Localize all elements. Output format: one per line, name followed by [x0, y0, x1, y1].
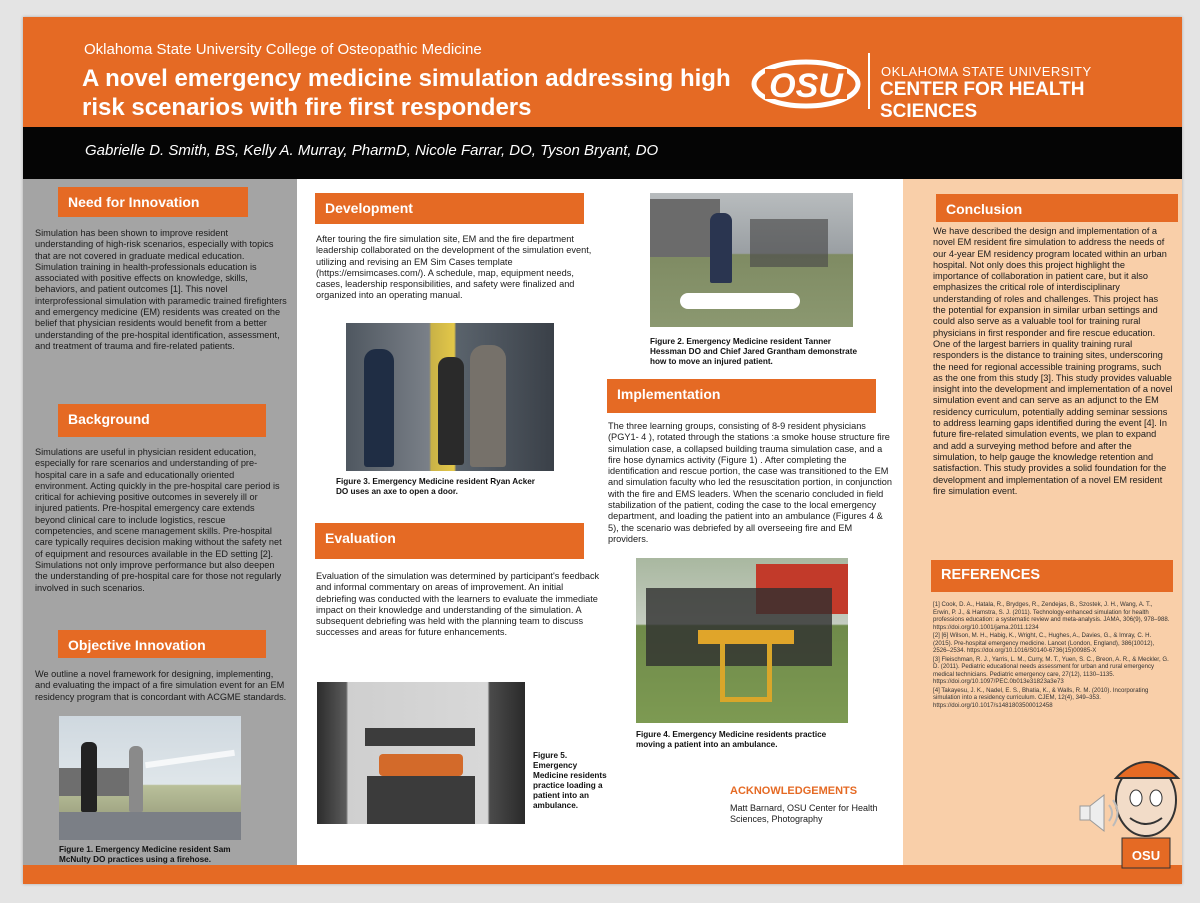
- heading-development: Development: [315, 193, 584, 224]
- text-background: Simulations are useful in physician resident education, especially for rare scenarios and understanding of pre-hospital care in a safe and educationally oriented environment. Acting quickly in the pre-hospital care period is critical for achieving positive outcomes in severely ill or injured patients. Pre-hospital emergency care extends beyond clinical care to include logistics, rescue competencies, and scene management skills. Pre-hospital care typically requires decision making without the safety net of equipment and resources available in the ED setting [2]. Simulations not only improve performance but also deepen the understanding of pre-hospital care for those not regularly involved in such scenarios.: [35, 447, 282, 593]
- svg-text:OSU: OSU: [769, 67, 843, 105]
- heading-need-for-innovation: Need for Innovation: [58, 187, 248, 217]
- resident-figure-left: [364, 349, 394, 467]
- text-need-for-innovation: Simulation has been shown to improve resident understanding of high-risk scenarios, especially with topics that are not covered in graduate medical education. Simulation training in health-professionals education is associated with positive effects on knowledge, skills, behaviors, and patient outcomes [1]. This novel interprofessional simulation with paramedic trained firefighters and emergency medicine (EM) residents was created on the belief that physician residents would benefit from a better understanding of the pre-hospital identification, assessment, and treatment of trauma and fire-related patients.: [35, 228, 287, 351]
- caption-figure-1: Figure 1. Emergency Medicine resident Sam McNulty DO practices using a firehose.: [59, 845, 231, 864]
- heading-conclusion: Conclusion: [936, 194, 1178, 222]
- caption-figure-3: Figure 3. Emergency Medicine resident Ryan Acker DO uses an axe to open a door.: [336, 477, 535, 496]
- heading-acknowledgements: ACKNOWLEDGEMENTS: [730, 785, 858, 797]
- stretcher: [698, 630, 794, 644]
- title-line-1: A novel emergency medicine simulation addressing high: [82, 65, 731, 92]
- header-divider: [868, 53, 870, 109]
- text-implementation: The three learning groups, consisting of 8-9 resident physicians (PGY1- 4 ), rotated through the stations :a smoke house structure fire simulation case, a collapsed building trauma simulation case, and a fire hose dynamics activity (Figure 1) . After completing the identification and rescue portion, the case was transitioned to the EM and simulation faculty who led the resuscitation portion, in conjunction with the fire and EMS leaders. When the scenario concluded in field stabilization of the patient, coding the case to the local emergency department, and loading the patient into an ambulance (Figures 4 & 5), the scenario was debriefed by all overseeing fire and EM providers.: [608, 421, 892, 544]
- heading-objective-innovation: Objective Innovation: [58, 630, 266, 658]
- text-conclusion: We have described the design and implementation of a novel EM resident fire simulation to address the needs of our 4-year EM residency program located within an urban hospital. Not only does this project highlight the importance of collaboration in patient care, but it also emphasizes the critical role of interdisciplinary understanding of roles and challenges. This project has the potential for expansion in similar urban settings and could also serve as a valuable tool for training rural physicians in first responder and fire rescue education. One of the largest barriers in quality training rural responders is the distance to training sites, underscoring the need for regional accessible training programs, such as the one from this study [3]. This study provides valuable insight into the development and implementation of a novel simulation event and can serve as an adjunct to the EM residency curriculum, potentially adding seminar sessions to address learning gaps identified during the event [4]. In future fire-related simulation events, we plan to expand and add a surveying method before and after the simulation, to help gauge the knowledge retention and satisfaction. This study provides a solid foundation for the development and implementation of a novel EM resident fire simulation event.: [933, 226, 1173, 496]
- text-acknowledgements: Matt Barnard, OSU Center for Health Sciences, Photography: [730, 803, 878, 825]
- stretcher: [379, 754, 463, 776]
- authors: Gabrielle D. Smith, BS, Kelly A. Murray, PharmD, Nicole Farrar, DO, Tyson Bryant, DO: [85, 142, 659, 159]
- references-list: [933, 601, 1171, 710]
- poster-title: [82, 64, 762, 122]
- reference-item: [1] Cook, D. A., Hatala, R., Brydges, R., Zendejas, B., Szostek, J. H., Wang, A. T., Erwin, P. J., & Hamstra, S. J. (2011). Technology-enhanced simulation for health professions education: a systematic review and meta-analysis. JAMA, 306(9), 978–988. https://doi.org/10.1001/jama.2011.1234: [933, 601, 1170, 631]
- figure-5-photo: [317, 682, 525, 824]
- heading-evaluation: Evaluation: [315, 523, 584, 559]
- legs: [367, 776, 475, 824]
- figure-3-photo: [346, 323, 554, 471]
- pavement: [59, 812, 241, 840]
- speaker-icon[interactable]: [1078, 792, 1122, 834]
- title-line-2: risk scenarios with fire first responders: [82, 94, 532, 121]
- stretcher-frame: [720, 644, 772, 702]
- reference-item: [3] Fleischman, R. J., Yarris, L. M., Curry, M. T., Yuen, S. C., Breon, A. R., & Meckler, G. D. (2011). Pediatric educational needs assessment for urban and rural emergency medical technicians. Pediatric emergency care, 27(12), 1130–1135. https://doi.org/10.1097/PEC.0b013e31823a3e73: [933, 655, 1169, 685]
- institution-line-1: OKLAHOMA STATE UNIVERSITY: [881, 64, 1092, 79]
- caption-figure-5: Figure 5. Emergency Medicine residents practice loading a patient into an ambulance.: [533, 751, 607, 810]
- osu-logo: [751, 55, 861, 113]
- injured-patient: [680, 293, 800, 309]
- poster: [23, 17, 1182, 884]
- institution-line-2: CENTER FOR HEALTH SCIENCES: [880, 79, 1085, 122]
- heading-background: Background: [58, 404, 266, 437]
- heading-references: REFERENCES: [931, 560, 1173, 592]
- figure-1-photo: [59, 716, 241, 840]
- people-group: [365, 728, 475, 746]
- firefighter-figure: [81, 742, 97, 812]
- reference-item: [4] Takayesu, J. K., Nadel, E. S., Bhatia, K., & Walls, R. M. (2010). Incorporating simulation into a residency curriculum. CJEM, 12(4), 349–353. https://doi.org/10.1017/s1481803500012458: [933, 686, 1149, 709]
- text-objective-innovation: We outline a novel framework for designing, implementing, and evaluating the impact of a fire simulation event for an EM residency program that is concordant with ACGME standards.: [35, 669, 287, 702]
- text-development: After touring the fire simulation site, EM and the fire department leadership collaborated on the development of the simulation event, utilizing and revising an EM Sim Cases template (https://emsimcases.com/). A schedule, map, equipment needs, cases, leadership responsibilities, and safety were finalized and organized into an operating manual.: [316, 234, 592, 301]
- firefighter-figure: [710, 213, 732, 283]
- bottom-bar: [23, 865, 1182, 884]
- heading-implementation: Implementation: [607, 379, 876, 413]
- fence: [59, 768, 137, 796]
- caption-figure-2: Figure 2. Emergency Medicine resident Tanner Hessman DO and Chief Jared Grantham demonstrate how to move an injured patient.: [650, 337, 858, 366]
- caption-figure-4: Figure 4. Emergency Medicine residents practice moving a patient into an ambulance.: [636, 730, 827, 749]
- figure-2-photo: [650, 193, 853, 327]
- resident-figure-center: [438, 357, 464, 465]
- observers: [750, 219, 828, 267]
- poster-header: [23, 17, 1182, 127]
- water-stream: [145, 750, 235, 768]
- figure-4-photo: [636, 558, 848, 723]
- college-name: Oklahoma State University College of Osteopathic Medicine: [84, 41, 482, 58]
- resident-figure: [129, 746, 143, 812]
- text-evaluation: Evaluation of the simulation was determined by participant's feedback and informal commentary on areas of improvement. An initial debriefing was conducted with the learners to evaluate the immediate impact on their knowledge and understanding of the simulation. A subsequent debriefing was held with the planning team to discuss successes and areas for future enhancements.: [316, 571, 600, 638]
- resident-figure-right: [470, 345, 506, 467]
- authors-bar: [23, 127, 1182, 179]
- reference-item: [2] [6] Wilson, M. H., Habig, K., Wright, C., Hughes, A., Davies, G., & Imray, C. H. (2015). Pre-hospital emergency medicine. Lancet (London, England), 386(10012), 2526–2534. https://doi.org/10.1016/S0140-6736(15)00985-X: [933, 632, 1155, 654]
- mascot-logo-text: OSU: [1131, 848, 1161, 863]
